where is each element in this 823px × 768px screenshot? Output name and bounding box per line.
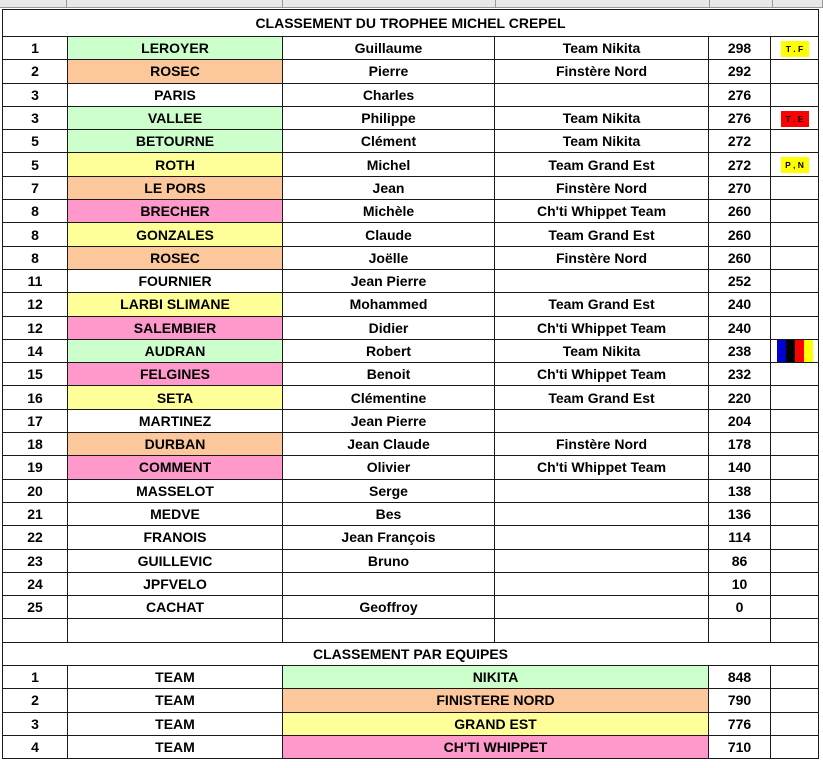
badge-cell[interactable] xyxy=(771,60,819,83)
points-cell[interactable]: 140 xyxy=(709,456,771,479)
badge-cell[interactable] xyxy=(771,549,819,572)
first-name-cell[interactable]: Jean Pierre xyxy=(283,269,495,292)
rank-cell[interactable]: 20 xyxy=(3,479,68,502)
badge-cell[interactable] xyxy=(771,246,819,269)
first-name-cell[interactable]: Mohammed xyxy=(283,293,495,316)
team-cell[interactable] xyxy=(495,409,709,432)
jersey-badge: T . E xyxy=(781,111,809,127)
rank-cell[interactable]: 5 xyxy=(3,130,68,153)
rank-cell[interactable]: 16 xyxy=(3,386,68,409)
points-cell[interactable]: 232 xyxy=(709,363,771,386)
rank-cell[interactable]: 25 xyxy=(3,596,68,619)
team-points-cell[interactable]: 848 xyxy=(709,666,771,689)
first-name-cell[interactable]: Philippe xyxy=(283,106,495,129)
points-cell[interactable]: 276 xyxy=(709,83,771,106)
last-name-cell[interactable]: FRANOIS xyxy=(68,526,283,549)
rider-row xyxy=(3,60,819,83)
rider-row xyxy=(3,153,819,176)
team-cell[interactable]: Finstère Nord xyxy=(495,433,709,456)
team-rank-cell[interactable]: 2 xyxy=(3,689,68,712)
points-cell[interactable]: 86 xyxy=(709,549,771,572)
team-points-cell[interactable]: 776 xyxy=(709,712,771,735)
rank-cell[interactable]: 23 xyxy=(3,549,68,572)
first-name-cell[interactable]: Charles xyxy=(283,83,495,106)
first-name-cell[interactable]: Jean xyxy=(283,176,495,199)
team-cell[interactable]: Ch'ti Whippet Team xyxy=(495,456,709,479)
last-name-cell[interactable]: ROTH xyxy=(68,153,283,176)
cell[interactable] xyxy=(709,619,771,642)
points-cell[interactable]: 136 xyxy=(709,502,771,525)
team-cell[interactable]: Team Nikita xyxy=(495,130,709,153)
team-cell[interactable]: Team Grand Est xyxy=(495,386,709,409)
badge-cell[interactable] xyxy=(771,735,819,758)
team-cell[interactable]: Team Nikita xyxy=(495,37,709,60)
last-name-cell[interactable]: ROSEC xyxy=(68,60,283,83)
team-row xyxy=(3,689,819,712)
badge-cell[interactable] xyxy=(771,37,819,60)
badge-cell[interactable] xyxy=(771,572,819,595)
column-header-strip xyxy=(0,0,823,8)
badge-cell[interactable] xyxy=(771,689,819,712)
last-name-cell[interactable]: AUDRAN xyxy=(68,339,283,362)
badge-cell[interactable] xyxy=(771,130,819,153)
team-rank-cell[interactable]: 3 xyxy=(3,712,68,735)
cell[interactable] xyxy=(495,619,709,642)
first-name-cell[interactable]: Benoit xyxy=(283,363,495,386)
badge-cell[interactable] xyxy=(771,666,819,689)
rider-row xyxy=(3,479,819,502)
points-cell[interactable]: 292 xyxy=(709,60,771,83)
points-cell[interactable]: 298 xyxy=(709,37,771,60)
team-rank-cell[interactable]: 1 xyxy=(3,666,68,689)
last-name-cell[interactable]: MEDVE xyxy=(68,502,283,525)
badge-cell[interactable] xyxy=(771,83,819,106)
badge-cell[interactable] xyxy=(771,526,819,549)
rank-cell[interactable]: 12 xyxy=(3,316,68,339)
team-cell[interactable]: Ch'ti Whippet Team xyxy=(495,316,709,339)
team-name-cell[interactable]: FINISTERE NORD xyxy=(283,689,709,712)
rider-row xyxy=(3,596,819,619)
team-cell[interactable]: Team Nikita xyxy=(495,106,709,129)
points-cell[interactable]: 238 xyxy=(709,339,771,362)
first-name-cell[interactable]: Michèle xyxy=(283,200,495,223)
first-name-cell[interactable]: Claude xyxy=(283,223,495,246)
last-name-cell[interactable]: ROSEC xyxy=(68,246,283,269)
first-name-cell[interactable]: Joëlle xyxy=(283,246,495,269)
rider-row xyxy=(3,526,819,549)
points-cell[interactable]: 178 xyxy=(709,433,771,456)
badge-cell[interactable] xyxy=(771,200,819,223)
rank-cell[interactable]: 5 xyxy=(3,153,68,176)
team-points-cell[interactable]: 790 xyxy=(709,689,771,712)
team-cell[interactable] xyxy=(495,526,709,549)
rank-cell[interactable]: 21 xyxy=(3,502,68,525)
badge-cell[interactable] xyxy=(771,386,819,409)
first-name-cell[interactable]: Jean François xyxy=(283,526,495,549)
team-label-cell[interactable]: TEAM xyxy=(68,689,283,712)
team-name-cell[interactable]: GRAND EST xyxy=(283,712,709,735)
column-header-e[interactable] xyxy=(710,0,773,7)
rider-row xyxy=(3,269,819,292)
last-name-cell[interactable]: JPFVELO xyxy=(68,572,283,595)
rank-cell[interactable]: 1 xyxy=(3,37,68,60)
team-name-cell[interactable]: CH'TI WHIPPET xyxy=(283,735,709,758)
last-name-cell[interactable]: SETA xyxy=(68,386,283,409)
team-cell[interactable]: Team Grand Est xyxy=(495,223,709,246)
rider-row xyxy=(3,456,819,479)
last-name-cell[interactable]: SALEMBIER xyxy=(68,316,283,339)
team-cell[interactable]: Ch'ti Whippet Team xyxy=(495,200,709,223)
rider-row xyxy=(3,433,819,456)
team-cell[interactable] xyxy=(495,549,709,572)
team-label-cell[interactable]: TEAM xyxy=(68,712,283,735)
rank-cell[interactable]: 7 xyxy=(3,176,68,199)
rank-cell[interactable]: 3 xyxy=(3,83,68,106)
rank-cell[interactable]: 8 xyxy=(3,246,68,269)
points-cell[interactable]: 260 xyxy=(709,223,771,246)
last-name-cell[interactable]: BETOURNE xyxy=(68,130,283,153)
jersey-badge: T . F xyxy=(781,41,809,57)
points-cell[interactable]: 272 xyxy=(709,130,771,153)
rider-row xyxy=(3,409,819,432)
badge-cell[interactable] xyxy=(771,433,819,456)
first-name-cell[interactable] xyxy=(283,572,495,595)
points-cell[interactable]: 270 xyxy=(709,176,771,199)
last-name-cell[interactable]: DURBAN xyxy=(68,433,283,456)
first-name-cell[interactable]: Jean Pierre xyxy=(283,409,495,432)
rank-cell[interactable]: 17 xyxy=(3,409,68,432)
first-name-cell[interactable]: Geoffroy xyxy=(283,596,495,619)
rank-cell[interactable]: 2 xyxy=(3,60,68,83)
column-header-c[interactable] xyxy=(283,0,496,7)
last-name-cell[interactable]: LARBI SLIMANE xyxy=(68,293,283,316)
points-cell[interactable]: 240 xyxy=(709,293,771,316)
team-cell[interactable]: Team Nikita xyxy=(495,339,709,362)
rank-cell[interactable]: 15 xyxy=(3,363,68,386)
blank-row xyxy=(3,619,819,642)
first-name-cell[interactable]: Bruno xyxy=(283,549,495,572)
team-cell[interactable]: Finstère Nord xyxy=(495,60,709,83)
team-ranking-title[interactable]: CLASSEMENT PAR EQUIPES xyxy=(3,642,819,665)
rank-cell[interactable]: 14 xyxy=(3,339,68,362)
first-name-cell[interactable]: Pierre xyxy=(283,60,495,83)
team-row xyxy=(3,666,819,689)
last-name-cell[interactable]: MASSELOT xyxy=(68,479,283,502)
badge-cell[interactable] xyxy=(771,479,819,502)
team-label-cell[interactable]: TEAM xyxy=(68,735,283,758)
rider-row xyxy=(3,200,819,223)
last-name-cell[interactable]: VALLEE xyxy=(68,106,283,129)
column-header-a[interactable] xyxy=(0,0,67,7)
points-cell[interactable]: 260 xyxy=(709,200,771,223)
rank-cell[interactable]: 12 xyxy=(3,293,68,316)
column-header-d[interactable] xyxy=(496,0,710,7)
team-rank-cell[interactable]: 4 xyxy=(3,735,68,758)
rank-cell[interactable]: 8 xyxy=(3,200,68,223)
team-cell[interactable] xyxy=(495,502,709,525)
ranking-sheet xyxy=(2,9,819,759)
last-name-cell[interactable]: FOURNIER xyxy=(68,269,283,292)
last-name-cell[interactable]: CACHAT xyxy=(68,596,283,619)
last-name-cell[interactable]: LEROYER xyxy=(68,37,283,60)
points-cell[interactable]: 10 xyxy=(709,572,771,595)
points-cell[interactable]: 204 xyxy=(709,409,771,432)
badge-cell[interactable] xyxy=(771,223,819,246)
cell[interactable] xyxy=(771,619,819,642)
rider-row xyxy=(3,223,819,246)
first-name-cell[interactable]: Clément xyxy=(283,130,495,153)
rider-row xyxy=(3,246,819,269)
cell[interactable] xyxy=(283,619,495,642)
points-cell[interactable]: 220 xyxy=(709,386,771,409)
team-row xyxy=(3,712,819,735)
first-name-cell[interactable]: Jean Claude xyxy=(283,433,495,456)
team-label-cell[interactable]: TEAM xyxy=(68,666,283,689)
rider-row xyxy=(3,37,819,60)
badge-cell[interactable] xyxy=(771,363,819,386)
team-cell[interactable] xyxy=(495,479,709,502)
team-cell[interactable]: Team Grand Est xyxy=(495,293,709,316)
team-cell[interactable]: Finstère Nord xyxy=(495,176,709,199)
points-cell[interactable]: 114 xyxy=(709,526,771,549)
rider-row xyxy=(3,130,819,153)
column-header-f[interactable] xyxy=(773,0,823,7)
points-cell[interactable]: 272 xyxy=(709,153,771,176)
rank-cell[interactable]: 24 xyxy=(3,572,68,595)
cell[interactable] xyxy=(68,619,283,642)
rider-row xyxy=(3,339,819,362)
badge-cell[interactable] xyxy=(771,502,819,525)
first-name-cell[interactable]: Robert xyxy=(283,339,495,362)
last-name-cell[interactable]: BRECHER xyxy=(68,200,283,223)
rider-row xyxy=(3,316,819,339)
first-name-cell[interactable]: Guillaume xyxy=(283,37,495,60)
rank-cell[interactable]: 3 xyxy=(3,106,68,129)
rider-row xyxy=(3,386,819,409)
sheet-title[interactable]: CLASSEMENT DU TROPHEE MICHEL CREPEL xyxy=(3,10,819,37)
badge-cell[interactable] xyxy=(771,596,819,619)
last-name-cell[interactable]: FELGINES xyxy=(68,363,283,386)
rank-cell[interactable]: 22 xyxy=(3,526,68,549)
first-name-cell[interactable]: Olivier xyxy=(283,456,495,479)
badge-cell[interactable] xyxy=(771,456,819,479)
badge-cell[interactable] xyxy=(771,293,819,316)
last-name-cell[interactable]: MARTINEZ xyxy=(68,409,283,432)
column-header-b[interactable] xyxy=(67,0,283,7)
points-cell[interactable]: 260 xyxy=(709,246,771,269)
badge-cell[interactable] xyxy=(771,269,819,292)
team-cell[interactable] xyxy=(495,572,709,595)
rainbow-jersey-icon xyxy=(777,340,813,362)
first-name-cell[interactable]: Bes xyxy=(283,502,495,525)
rider-row xyxy=(3,502,819,525)
rider-row xyxy=(3,549,819,572)
points-cell[interactable]: 240 xyxy=(709,316,771,339)
team-cell[interactable] xyxy=(495,596,709,619)
badge-cell[interactable] xyxy=(771,153,819,176)
last-name-cell[interactable]: GONZALES xyxy=(68,223,283,246)
first-name-cell[interactable]: Michel xyxy=(283,153,495,176)
last-name-cell[interactable]: GUILLEVIC xyxy=(68,549,283,572)
last-name-cell[interactable]: PARIS xyxy=(68,83,283,106)
last-name-cell[interactable]: LE PORS xyxy=(68,176,283,199)
team-cell[interactable] xyxy=(495,269,709,292)
badge-cell[interactable] xyxy=(771,176,819,199)
first-name-cell[interactable]: Clémentine xyxy=(283,386,495,409)
team-cell[interactable] xyxy=(495,83,709,106)
badge-cell[interactable] xyxy=(771,339,819,362)
badge-cell[interactable] xyxy=(771,106,819,129)
points-cell[interactable]: 252 xyxy=(709,269,771,292)
team-row xyxy=(3,735,819,758)
rank-cell[interactable]: 8 xyxy=(3,223,68,246)
rank-cell[interactable]: 11 xyxy=(3,269,68,292)
badge-cell[interactable] xyxy=(771,712,819,735)
points-cell[interactable]: 0 xyxy=(709,596,771,619)
rider-row xyxy=(3,572,819,595)
first-name-cell[interactable]: Didier xyxy=(283,316,495,339)
rank-cell[interactable]: 19 xyxy=(3,456,68,479)
points-cell[interactable]: 276 xyxy=(709,106,771,129)
rider-row xyxy=(3,83,819,106)
rank-cell[interactable]: 18 xyxy=(3,433,68,456)
rider-row xyxy=(3,176,819,199)
rider-row xyxy=(3,106,819,129)
badge-cell[interactable] xyxy=(771,409,819,432)
badge-cell[interactable] xyxy=(771,316,819,339)
jersey-badge: P , N xyxy=(781,157,809,173)
points-cell[interactable]: 138 xyxy=(709,479,771,502)
last-name-cell[interactable]: COMMENT xyxy=(68,456,283,479)
team-points-cell[interactable]: 710 xyxy=(709,735,771,758)
first-name-cell[interactable]: Serge xyxy=(283,479,495,502)
team-cell[interactable]: Finstère Nord xyxy=(495,246,709,269)
rider-row xyxy=(3,293,819,316)
rider-row xyxy=(3,363,819,386)
team-cell[interactable]: Team Grand Est xyxy=(495,153,709,176)
cell[interactable] xyxy=(3,619,68,642)
team-cell[interactable]: Ch'ti Whippet Team xyxy=(495,363,709,386)
team-name-cell[interactable]: NIKITA xyxy=(283,666,709,689)
